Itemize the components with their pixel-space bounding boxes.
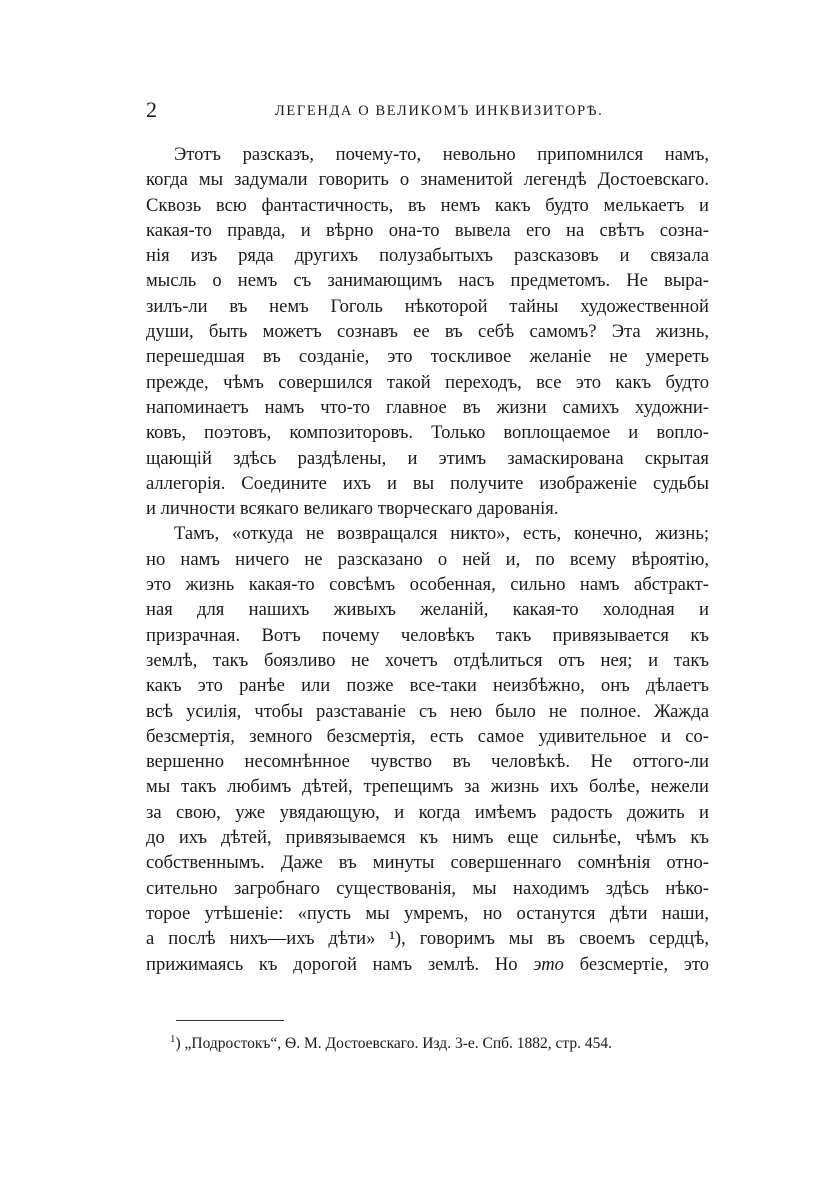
- footnote-marker: 1: [170, 1032, 176, 1045]
- footnote-rule: [176, 1020, 284, 1021]
- text-line: вершенно несомнѣнное чувство въ человѣкѣ. Не оттого-ли: [146, 751, 709, 773]
- text-segment: прижимаясь къ дорогой намъ землѣ. Но: [146, 953, 534, 975]
- text-line: Тамъ, «откуда не возвращался никто», есть, конечно, жизнь;: [174, 523, 709, 545]
- text-line: какая-то правда, и вѣрно она-то вывела его на свѣтъ созна-: [146, 219, 709, 241]
- text-line: но намъ ничего не разсказано о ней и, по всему вѣроятію,: [146, 548, 709, 570]
- text-line: щающій здѣсь раздѣлены, и этимъ замаскирована скрытая: [146, 447, 709, 469]
- footnote-text: ) „Подростокъ“, Ѳ. М. Достоевскаго. Изд. 3-е. Спб. 1882, стр. 454.: [175, 1035, 612, 1052]
- text-line: это жизнь какая-то совсѣмъ особенная, сильно намъ абстракт-: [146, 574, 709, 596]
- text-line: ковъ, поэтовъ, композиторовъ. Только воплощаемое и вопло-: [146, 422, 709, 444]
- text-line: а послѣ нихъ—ихъ дѣти» ¹), говоримъ мы въ своемъ сердцѣ,: [146, 928, 709, 950]
- running-title: ЛЕГЕНДА О ВЕЛИКОМЪ ИНКВИЗИТОРѢ.: [275, 103, 604, 119]
- text-line: сительно загробнаго существованія, мы находимъ здѣсь нѣко-: [146, 877, 709, 899]
- text-line: Этотъ разсказъ, почему-то, невольно припомнился намъ,: [174, 144, 709, 165]
- page-number: 2: [146, 97, 157, 122]
- text-line: землѣ, такъ боязливо не хочетъ отдѣлиться отъ нея; и такъ: [146, 649, 709, 671]
- text-line: души, быть можетъ сознавъ ее въ себѣ самомъ? Эта жизнь,: [146, 321, 709, 343]
- body-text: [146, 142, 709, 977]
- text-line: аллегорія. Соедините ихъ и вы получите изображеніе судьбы: [146, 472, 709, 494]
- text-line: и личности всякаго великаго творческаго дарованія.: [146, 498, 559, 520]
- text-line: когда мы задумали говорить о знаменитой легендѣ Достоевскаго.: [146, 169, 709, 191]
- text-line: напоминаетъ намъ что-то главное въ жизни самихъ художни-: [146, 396, 709, 418]
- text-line: прежде, чѣмъ совершился такой переходъ, все это какъ будто: [146, 371, 709, 393]
- footnote: [170, 1034, 710, 1054]
- text-line: всѣ усилія, чтобы разставаніе съ нею было не полное. Жажда: [146, 700, 709, 722]
- text-line: Сквозь всю фантастичность, въ немъ какъ будто мелькаетъ и: [146, 194, 709, 216]
- text-line: собственнымъ. Даже въ минуты совершеннаго сомнѣнія отно-: [146, 852, 709, 874]
- text-line: перешедшая въ созданіе, это тоскливое желаніе не умереть: [146, 346, 709, 368]
- text-line: мысль о немъ съ занимающимъ насъ предметомъ. Не выра-: [146, 270, 709, 292]
- text-line: нія изъ ряда другихъ полузабытыхъ разсказовъ и связала: [146, 245, 709, 267]
- text-line: какъ это ранѣе или позже все-таки неизбѣжно, онъ дѣлаетъ: [146, 675, 709, 697]
- text-line: [146, 952, 709, 977]
- text-line: за свою, уже увядающую, и когда имѣемъ радость дожить и: [146, 801, 709, 823]
- text-line: торое утѣшеніе: «пусть мы умремъ, но останутся дѣти наши,: [146, 902, 709, 924]
- text-line: ная для нашихъ живыхъ желаній, какая-то холодная и: [146, 599, 709, 621]
- text-segment: безсмертіе, это: [563, 953, 709, 975]
- text-line: призрачная. Вотъ почему человѣкъ такъ привязывается къ: [146, 624, 709, 646]
- text-line: зилъ-ли въ немъ Гоголь нѣкоторой тайны художественной: [146, 295, 709, 317]
- emphasized-word: это: [533, 953, 564, 975]
- text-line: безсмертія, земного безсмертія, есть самое удивительное и со-: [146, 725, 709, 747]
- text-line: мы такъ любимъ дѣтей, трепещимъ за жизнь ихъ болѣе, нежели: [146, 776, 709, 798]
- text-line: до ихъ дѣтей, привязываемся къ нимъ еще сильнѣе, чѣмъ къ: [146, 827, 709, 849]
